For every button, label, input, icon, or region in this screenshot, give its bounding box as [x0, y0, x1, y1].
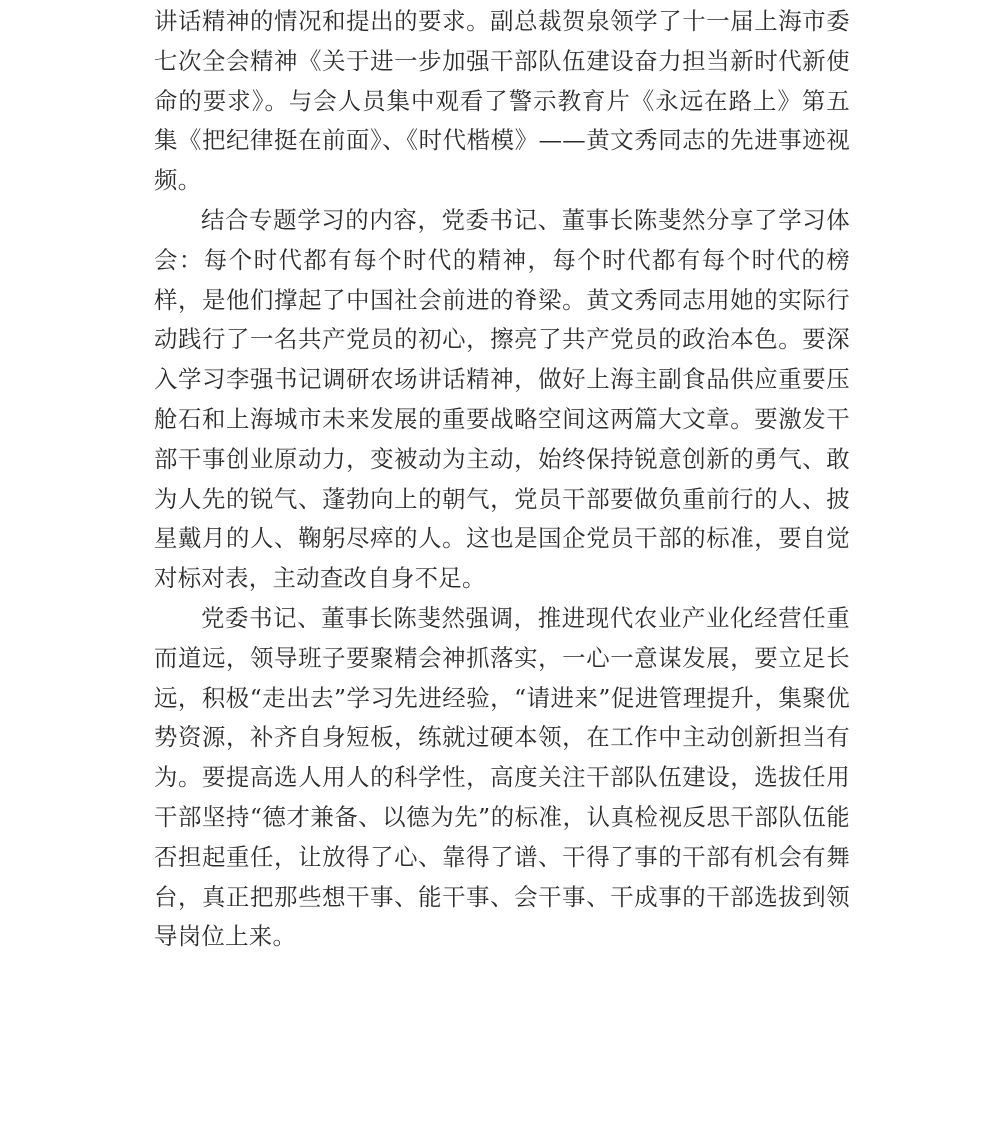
- paragraph-3: 党委书记、董事长陈斐然强调，推进现代农业产业化经营任重而道远，领导班子要聚精会神抓落实，一心一意谋发展，要立足长远，积极“走出去”学习先进经验，“请进来”促进管理提升，集聚优势资源，补齐自身短板，练就过硬本领，在工作中主动创新担当有为。要提高选人用人的科学性，高度关注干部队伍建设，选拔任用干部坚持“德才兼备、以德为先”的标准，认真检视反思干部队伍能否担起重任，让放得了心、靠得了谱、干得了事的干部有机会有舞台，真正把那些想干事、能干事、会干事、干成事的干部选拔到领导岗位上来。: [154, 603, 850, 951]
- document-page: [154, 0, 850, 1126]
- paragraph-2: 结合专题学习的内容，党委书记、董事长陈斐然分享了学习体会：每个时代都有每个时代的精神，每个时代都有每个时代的榜样，是他们撑起了中国社会前进的脊梁。黄文秀同志用她的实际行动践行了一名共产党员的初心，擦亮了共产党员的政治本色。要深入学习李强书记调研农场讲话精神，做好上海主副食品供应重要压舱石和上海城市未来发展的重要战略空间这两篇大文章。要激发干部干事创业原动力，变被动为主动，始终保持锐意创新的勇气、敢为人先的锐气、蓬勃向上的朝气，党员干部要做负重前行的人、披星戴月的人、鞠躬尽瘁的人。这也是国企党员干部的标准，要自觉对标对表，主动查改自身不足。: [154, 205, 850, 593]
- paragraph-1: 讲话精神的情况和提出的要求。副总裁贺泉领学了十一届上海市委七次全会精神《关于进一步加强干部队伍建设奋力担当新时代新使命的要求》。与会人员集中观看了警示教育片《永远在路上》第五集《把纪律挺在前面》、《时代楷模》——黄文秀同志的先进事迹视频。: [154, 7, 850, 195]
